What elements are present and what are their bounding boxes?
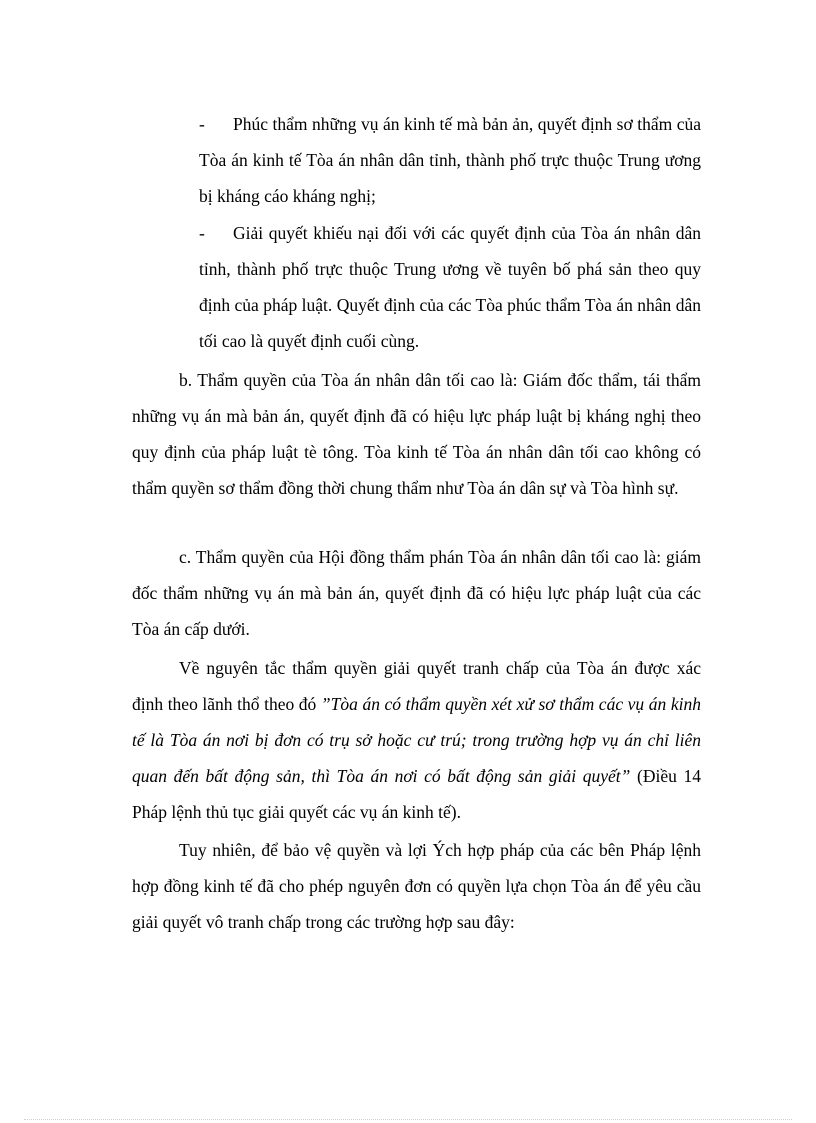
bullet-text: Giải quyết khiếu nại đối với các quyết định của Tòa án nhân dân tỉnh, thành phố trực thuộc Trung ương về tuyên bố phá sản theo quy định của pháp luật. Quyết định của các Tòa phúc thẩm Tòa án nhân dân tối cao là quyết định cuối cùng. — [199, 223, 701, 351]
bullet-text: Phúc thẩm những vụ án kinh tế mà bản ản, quyết định sơ thẩm của Tòa án kinh tế Tòa án nhân dân tỉnh, thành phố trực thuộc Trung ương bị kháng cáo kháng nghị; — [199, 114, 701, 206]
paragraph-jurisdiction-citation: (Điều 14 Pháp lệnh thủ tục giải quyết các vụ án kinh tế). — [132, 766, 701, 822]
bullet-dash: - — [199, 223, 205, 243]
paragraph-however: Tuy nhiên, để bảo vệ quyền và lợi Ých hợp pháp của các bên Pháp lệnh hợp đồng kinh tế đã cho phép nguyên đơn có quyền lựa chọn Tòa án để yêu cầu giải quyết vô tranh chấp trong các trường hợp sau đây: — [132, 840, 701, 932]
paragraph-b: b. Thẩm quyền của Tòa án nhân dân tối cao là: Giám đốc thẩm, tái thẩm những vụ án mà bản án, quyết định đã có hiệu lực pháp luật bị kháng nghị theo quy định của pháp luật tè tông. Tòa kinh tế Tòa án nhân dân tối cao không có thẩm quyền sơ thẩm đồng thời chung thẩm như Tòa án dân sự và Tòa hình sự. — [132, 370, 701, 498]
quoted-provision: ”Tòa án có thẩm quyền xét xử sơ thẩm các vụ án kinh tế là Tòa án nơi bị đơn có trụ sở hoặc cư trú; trong trường hợp vụ án chỉ liên quan đến bất động sản, thì Tòa án nơi có bất động sản giải quyết” — [132, 694, 701, 786]
page-bottom-divider — [24, 1119, 792, 1120]
paragraph-jurisdiction — [132, 650, 701, 830]
bullet-item — [199, 106, 701, 214]
paragraph-jurisdiction-intro: Về nguyên tắc thẩm quyền giải quyết tranh chấp của Tòa án được xác định theo lãnh thổ theo đó — [132, 658, 701, 714]
bullet-item — [199, 215, 701, 359]
paragraph-c: c. Thẩm quyền của Hội đồng thẩm phán Tòa án nhân dân tối cao là: giám đốc thẩm những vụ án mà bản án, quyết định đã có hiệu lực pháp luật của các Tòa án cấp dưới. — [132, 547, 701, 639]
bullet-dash: - — [199, 114, 205, 134]
